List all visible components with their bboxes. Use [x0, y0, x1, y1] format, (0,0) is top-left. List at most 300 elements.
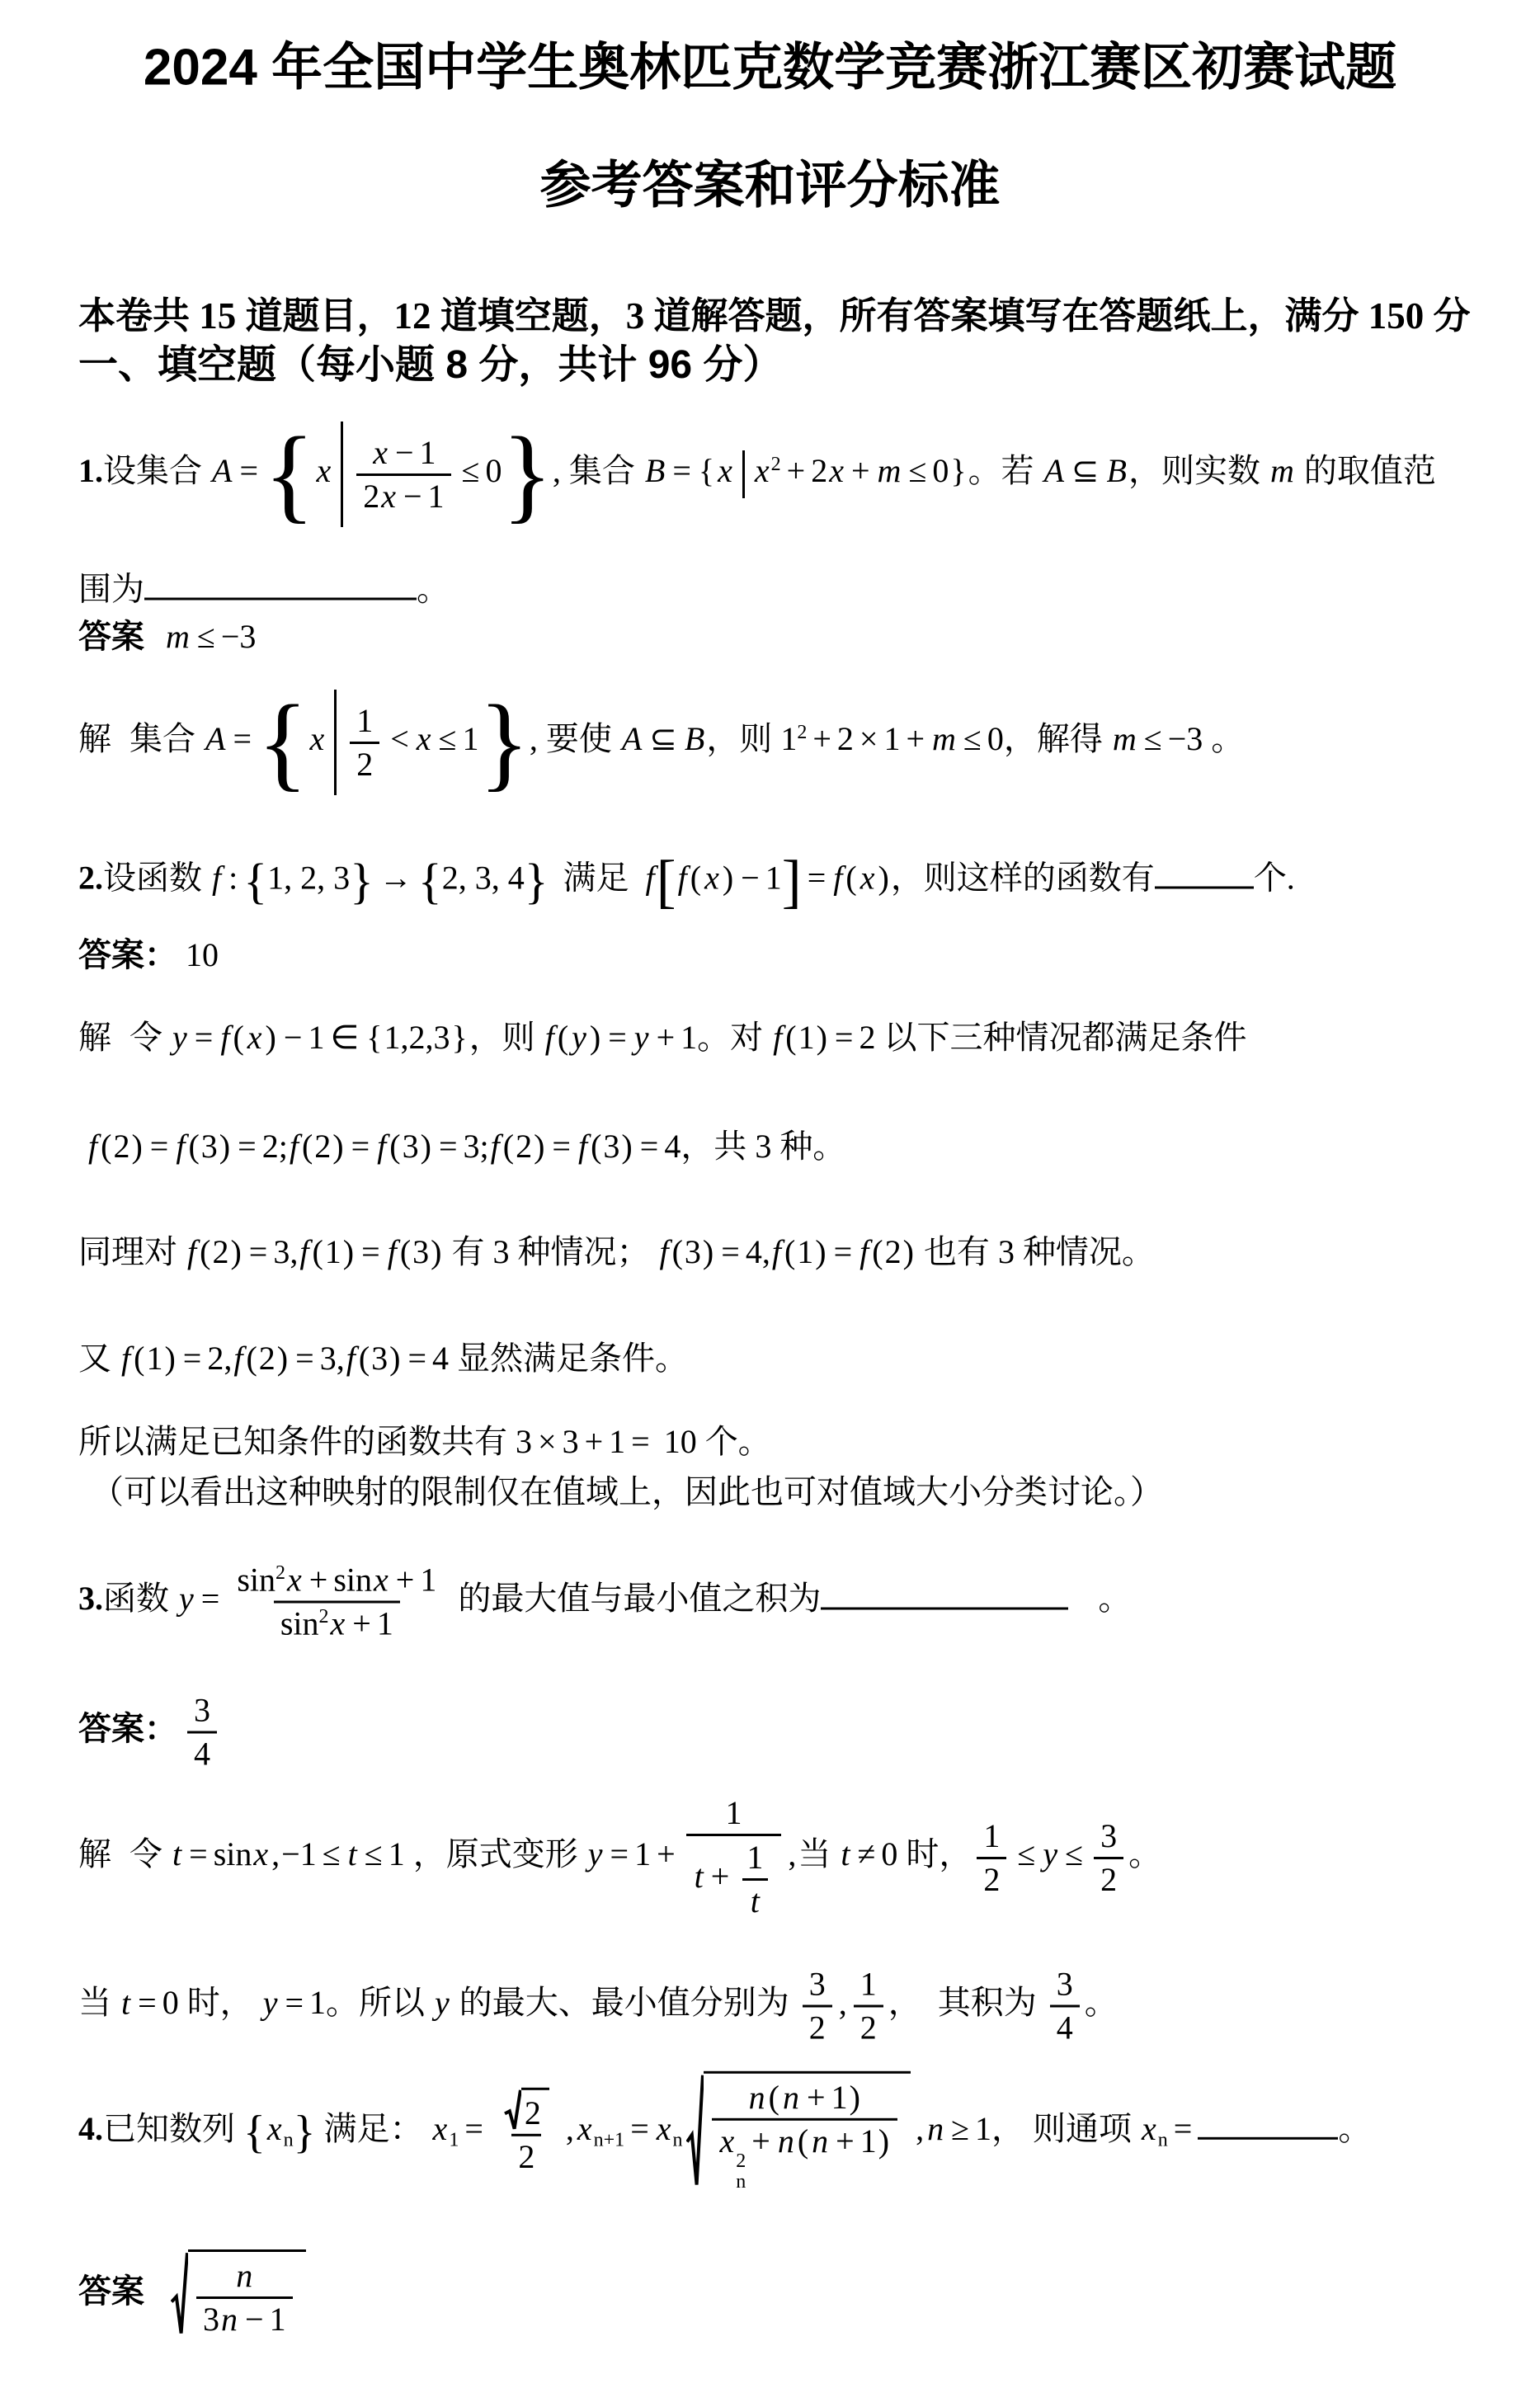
stretchy-bracket: [ — [656, 848, 676, 915]
fraction-denominator — [274, 1601, 400, 1645]
math-c-num: 1 — [308, 1019, 325, 1056]
math-c-var: f — [187, 1233, 197, 1270]
math-c-op: + — [807, 2078, 826, 2116]
math-c-op: = — [189, 1835, 208, 1873]
math-c-var: t — [121, 1984, 131, 2022]
math-c-pn: ( — [784, 1233, 796, 1270]
math-c-pn: ) — [589, 1019, 601, 1056]
math-c-op: − — [403, 477, 422, 515]
math-c-op: : — [228, 859, 238, 897]
math-c-txt: ，原式变形 — [404, 1835, 586, 1873]
math-c-txt: 令 — [130, 1835, 171, 1873]
math-c-var: m — [166, 618, 190, 655]
math-c-num: 2 — [811, 452, 828, 490]
math-c-var: y — [1043, 1835, 1058, 1873]
math-c-var: m — [932, 720, 956, 758]
math-c-no: 2. — [78, 859, 103, 897]
math-c-pn: ) — [902, 1233, 914, 1270]
stretchy-bracket: } — [502, 416, 553, 533]
math-c-pn: ( — [233, 1019, 244, 1056]
math-c-op: = — [285, 1984, 304, 2022]
fraction-denominator — [356, 473, 450, 517]
math-c-txt: ，则 — [706, 720, 781, 758]
superscript: 2 — [276, 1562, 286, 1585]
math-c-num: 3 — [755, 1128, 772, 1165]
math-c-txt: 种情况。 — [1014, 1233, 1155, 1270]
math-c-op: ≤ — [322, 1835, 341, 1873]
math-c-op: − — [741, 859, 760, 897]
math-c-num: 10 — [663, 1423, 697, 1460]
math-c-num: 1 — [376, 1604, 393, 1642]
math-c-op: ≤ — [461, 452, 480, 490]
math-c-var: t — [750, 1882, 760, 1919]
math-c-num: 3 — [203, 2301, 219, 2338]
math-c-pn: , — [565, 2110, 574, 2148]
fraction-denominator — [511, 2134, 541, 2178]
math-c-var: A — [621, 720, 643, 758]
stretchy-bracket: { — [257, 684, 308, 801]
math-c-pn: ( — [200, 1233, 211, 1270]
math-c-txt: 有 — [443, 1233, 493, 1270]
math-radical — [171, 2249, 306, 2340]
fraction-denominator — [686, 1834, 782, 1923]
math-c-num: 1 — [859, 1965, 877, 2003]
math-c-op: < — [390, 720, 409, 758]
math-c-pn: ) — [219, 1128, 231, 1165]
math-c-num: 2 — [314, 1128, 332, 1165]
math-c-pn: ( — [246, 1340, 257, 1377]
math-c-op: = — [834, 1019, 854, 1056]
math-c-op: ≠ — [857, 1835, 876, 1873]
fraction-denominator — [977, 1857, 1006, 1901]
superscript: 2 — [736, 2150, 746, 2172]
math-c-op: + — [812, 720, 831, 758]
math-c-op: ≤ — [908, 452, 927, 490]
set-builder-bar — [742, 450, 745, 498]
superscript: 2 — [797, 721, 808, 743]
math-c-txt: ，解得 — [1003, 720, 1111, 758]
fraction-denominator — [803, 2005, 832, 2049]
section-1-heading: 一、填空题（每小题 8 分，共计 96 分） — [78, 343, 783, 387]
math-c-var: y — [572, 1019, 586, 1056]
math-c-op: = — [239, 452, 258, 490]
math-c-num: 1 — [859, 2122, 877, 2160]
math-c-var: x — [1142, 2110, 1156, 2148]
math-c-no: 3. — [78, 1580, 103, 1618]
fraction-numerator — [494, 2087, 559, 2134]
math-c-var: x — [374, 1561, 389, 1599]
problem-1-solution — [78, 684, 1245, 801]
math-c-txt: 个。 — [696, 1423, 771, 1460]
math-c-num: 2 — [113, 1128, 130, 1165]
math-c-txt: 围为 — [78, 570, 144, 608]
math-c-num: 2; — [261, 1128, 288, 1165]
math-fraction — [356, 432, 450, 517]
math-c-num: 3 — [808, 1965, 826, 2003]
stretchy-bracket: } — [350, 854, 374, 909]
math-c-op: ≤ — [438, 720, 457, 758]
math-c-bld: 答案 — [78, 2273, 144, 2310]
math-c-txt: 函数 — [103, 1580, 177, 1618]
math-fraction — [230, 1560, 443, 1645]
math-c-pn: { — [698, 452, 715, 490]
math-c-var: f — [212, 859, 222, 897]
math-c-pn: ) — [230, 1233, 242, 1270]
problem-2-solution-line-6 — [91, 1472, 1163, 1513]
math-c-pn: ( — [188, 1128, 200, 1165]
math-c-var: n — [221, 2301, 238, 2338]
problem-4-answer — [78, 2249, 309, 2340]
math-c-var: f — [677, 859, 687, 897]
fraction-numerator — [718, 1792, 748, 1834]
problem-3-solution-line-2 — [78, 1964, 1118, 2049]
fill-in-blank — [1155, 854, 1254, 889]
math-c-txt: 令 — [130, 1019, 171, 1056]
math-c-pn: ) — [878, 859, 889, 897]
math-c-var: n — [927, 2110, 944, 2148]
math-fraction — [686, 1792, 782, 1923]
math-c-pn: ) — [878, 2122, 890, 2160]
math-c-txt: 解 — [78, 720, 111, 758]
math-c-op: = — [194, 1019, 214, 1056]
math-c-var: y — [587, 1835, 603, 1873]
math-c-var: x — [577, 2110, 592, 2148]
math-c-txt: （可以看出这种映射的限制仅在值域上，因此也可对值域大小分类讨论。） — [91, 1473, 1163, 1510]
stretchy-bracket: ] — [781, 848, 802, 915]
math-c-txt: 种情况； — [509, 1233, 658, 1270]
math-c-txt: 。若 — [968, 452, 1043, 490]
math-c-num: 2 — [1100, 1860, 1118, 1898]
math-fraction — [1094, 1816, 1123, 1901]
superscript: 2 — [318, 1606, 329, 1628]
math-c-op: = — [631, 1423, 650, 1460]
math-c-var: x — [373, 433, 388, 471]
math-c-var: f — [346, 1340, 356, 1377]
math-c-pn: ) — [722, 859, 734, 897]
math-c-num: 1 — [309, 1984, 327, 2022]
math-c-bld: 答案： — [78, 1711, 177, 1748]
math-c-num: 2 — [836, 720, 854, 758]
math-c-num: 1,2,3 — [384, 1019, 450, 1056]
math-c-pn: ( — [768, 2078, 779, 2116]
problem-3-statement — [78, 1560, 1131, 1645]
math-c-txt: 集合 — [130, 720, 204, 758]
math-c-op: = — [200, 1580, 220, 1618]
math-c-pn: { — [366, 1019, 383, 1056]
problem-1-statement-cont — [78, 565, 450, 610]
radical-body — [704, 2071, 911, 2193]
math-c-num: 2 — [516, 1128, 533, 1165]
fraction-denominator — [187, 1731, 217, 1775]
math-c-num: 2 — [363, 477, 380, 515]
math-c-op: + — [656, 1019, 676, 1056]
fraction-numerator — [1050, 1964, 1080, 2005]
math-c-pn: ) — [849, 2078, 860, 2116]
fraction-numerator — [1094, 1816, 1123, 1857]
subscript: n — [283, 2129, 294, 2151]
math-c-num: 1 — [725, 1794, 742, 1831]
math-c-op: + — [850, 452, 870, 490]
math-c-var: f — [859, 1233, 869, 1270]
math-c-num: 0 — [987, 720, 1004, 758]
radical-body — [188, 2249, 306, 2340]
math-c-num: 2 — [808, 2009, 826, 2047]
math-c-txt: ， 其积为 — [888, 1984, 1045, 2022]
math-c-var: f — [299, 1233, 309, 1270]
math-c-num: 1 — [780, 720, 798, 758]
math-c-var: x — [829, 452, 844, 490]
math-c-txt: 解 — [78, 1019, 111, 1056]
math-c-pn: ( — [101, 1128, 112, 1165]
fill-in-blank — [144, 565, 417, 601]
problem-2-solution-line-4 — [78, 1338, 688, 1379]
math-c-var: y — [633, 1019, 649, 1056]
math-c-op: + — [751, 2122, 770, 2160]
math-fraction — [196, 2255, 293, 2340]
math-c-num: 3, — [273, 1233, 299, 1270]
math-c-num: 1, 2, 3 — [267, 859, 351, 897]
math-subsup — [736, 2151, 746, 2193]
stretchy-bracket: } — [293, 2107, 316, 2158]
math-c-var: x — [309, 720, 325, 758]
superscript: 2 — [770, 453, 781, 475]
math-fraction — [712, 2077, 898, 2193]
math-c-num: 1 — [975, 2110, 992, 2148]
math-c-num: 10 — [186, 936, 219, 973]
math-c-pn: , — [838, 1984, 847, 2022]
math-c-num: 1 — [746, 1839, 764, 1876]
math-c-num: 2 — [258, 1340, 276, 1377]
math-c-var: x — [247, 1019, 262, 1056]
math-c-pn: ( — [872, 1233, 883, 1270]
fraction-numerator — [977, 1816, 1006, 1857]
math-c-num: 3 — [997, 1233, 1015, 1270]
math-fraction — [1050, 1964, 1080, 2049]
math-c-txt: ， 则通项 — [991, 2110, 1141, 2148]
math-c-var: x — [718, 452, 732, 490]
math-c-var: t — [694, 1857, 704, 1895]
math-c-op: = — [1173, 2110, 1193, 2148]
math-c-num: 4 — [194, 1735, 210, 1773]
math-c-op: − — [394, 433, 414, 471]
math-c-var: t — [347, 1835, 357, 1873]
math-c-num: 0 — [932, 452, 949, 490]
math-c-op: = — [552, 1128, 571, 1165]
math-c-op: + — [352, 1604, 371, 1642]
math-c-num: 3 — [492, 1233, 510, 1270]
math-c-var: x — [330, 1604, 346, 1642]
math-c-pn: ( — [301, 1128, 313, 1165]
math-c-pn: } — [451, 1019, 468, 1056]
math-fraction — [494, 2087, 559, 2178]
math-c-pn: ) — [276, 1340, 289, 1377]
math-c-var: x — [656, 2110, 671, 2148]
math-c-num: −3 — [1167, 720, 1203, 758]
math-c-var: B — [1106, 452, 1127, 490]
fraction-numerator — [740, 1837, 770, 1878]
math-c-var: f — [577, 1128, 588, 1165]
math-fraction — [187, 1690, 217, 1775]
math-c-num: 1 — [324, 1233, 341, 1270]
math-c-pn: ( — [845, 859, 857, 897]
math-c-txt: 。 — [1128, 1835, 1162, 1873]
stretchy-bracket: { — [243, 854, 268, 909]
subscript: n+1 — [593, 2129, 625, 2151]
subscript: n — [736, 2171, 746, 2193]
math-c-txt: 显然满足条件。 — [449, 1340, 689, 1377]
math-c-var: x — [704, 859, 719, 897]
math-c-num: 2, — [207, 1340, 233, 1377]
math-c-op: = — [721, 1233, 740, 1270]
math-c-num: 4 — [1056, 2009, 1073, 2047]
math-c-txt: 当 — [798, 1835, 840, 1873]
math-c-num: 1 — [797, 1233, 814, 1270]
math-c-pn: ( — [797, 2122, 809, 2160]
problem-2-solution-line-2 — [87, 1126, 845, 1167]
math-c-var: x — [719, 2122, 735, 2160]
set-builder-bar — [334, 690, 337, 795]
math-c-pn: ) — [332, 1128, 344, 1165]
math-c-var: f — [544, 1019, 554, 1056]
math-c-var: x — [266, 2110, 282, 2148]
math-c-pn: ( — [358, 1340, 370, 1377]
math-c-var: t — [172, 1835, 182, 1873]
math-c-num: 3 — [371, 1340, 389, 1377]
math-c-op: + — [836, 2122, 855, 2160]
math-c-num: 3 — [684, 1233, 701, 1270]
math-c-pn: ) — [621, 1128, 633, 1165]
math-c-txt: 满足： — [315, 2110, 431, 2148]
math-c-var: A — [212, 452, 233, 490]
math-c-num: 2 — [212, 1233, 229, 1270]
math-c-txt: 解 — [78, 1835, 111, 1873]
math-c-num: 1 — [609, 1423, 626, 1460]
fraction-numerator — [230, 1560, 443, 1601]
problem-1-answer — [78, 616, 256, 657]
math-c-op: ≤ — [1065, 1835, 1084, 1873]
math-c-var: m — [877, 452, 902, 490]
stretchy-bracket: } — [478, 684, 530, 801]
math-c-bld: 答案 — [78, 619, 144, 655]
math-c-pn: } — [950, 452, 967, 490]
math-c-op: = — [138, 1984, 157, 2022]
math-c-num: 2 — [859, 1019, 876, 1056]
math-c-op: − — [283, 1019, 303, 1056]
math-c-txt: 设函数 — [103, 859, 210, 897]
math-c-num: 3 — [1100, 1816, 1118, 1854]
math-c-op: + — [786, 452, 806, 490]
math-c-var: f — [771, 1233, 781, 1270]
math-c-op: ≥ — [951, 2110, 970, 2148]
math-c-num: 2 — [518, 2138, 535, 2176]
fraction-numerator — [365, 432, 442, 473]
math-c-var: x — [381, 477, 396, 515]
math-fraction — [803, 1964, 832, 2049]
math-c-var: t — [841, 1835, 850, 1873]
stretchy-bracket: { — [243, 2107, 266, 2158]
math-c-var: x — [287, 1561, 302, 1599]
subscript: 1 — [449, 2129, 459, 2151]
math-c-txt: 时， — [178, 1984, 261, 2022]
math-c-txt: 已知数列 — [103, 2110, 243, 2148]
math-c-op: = — [238, 1128, 257, 1165]
math-c-pn: ) — [816, 1019, 827, 1056]
math-c-op: = — [149, 1128, 169, 1165]
math-c-num: 1 — [388, 1835, 405, 1873]
fraction-numerator — [854, 1964, 883, 2005]
math-c-pn: ) — [815, 1233, 827, 1270]
math-c-num: 2, 3, 4 — [441, 859, 525, 897]
math-c-fn: sin — [213, 1835, 252, 1873]
math-c-var: x — [253, 1835, 269, 1873]
math-c-var: x — [432, 2110, 448, 2148]
math-c-txt: 种。 — [771, 1128, 846, 1165]
math-c-var: x — [316, 452, 332, 490]
math-fraction — [854, 1964, 883, 2049]
math-c-pn: ( — [591, 1128, 602, 1165]
math-c-pn: ) — [164, 1340, 176, 1377]
math-c-txt: 满足 — [563, 859, 629, 897]
math-c-num: 1 — [146, 1340, 163, 1377]
math-c-op: × — [859, 720, 878, 758]
math-c-var: B — [644, 452, 666, 490]
math-radical — [504, 2088, 549, 2133]
math-c-pn: ( — [312, 1233, 323, 1270]
math-c-var: x — [416, 720, 431, 758]
math-c-num: 1 — [765, 859, 782, 897]
fraction-denominator — [712, 2118, 898, 2193]
math-c-txt: 所以满足已知条件的函数共有 — [78, 1423, 516, 1460]
math-c-txt: , 要使 — [529, 720, 620, 758]
math-c-pn: ( — [785, 1019, 797, 1056]
math-c-num: 3 — [194, 1691, 210, 1729]
math-c-num: −1 — [281, 1835, 317, 1873]
math-c-pn: ) — [534, 1128, 545, 1165]
document-title: 2024 年全国中学生奥林匹克数学竞赛浙江赛区初赛试题 — [143, 39, 1397, 97]
math-c-op: × — [538, 1423, 557, 1460]
math-c-txt: ，则实数 — [1128, 452, 1269, 490]
document-subtitle: 参考答案和评分标准 — [539, 157, 1001, 214]
math-c-op: ⊆ — [649, 720, 677, 758]
math-c-no: 4. — [78, 2110, 103, 2148]
problem-2-solution-line-1 — [78, 1017, 1246, 1058]
math-c-fn: sin — [280, 1604, 319, 1642]
math-c-fn: sin — [237, 1561, 276, 1599]
math-c-op: = — [807, 859, 827, 897]
math-c-var: f — [645, 859, 655, 897]
math-c-var: f — [659, 1233, 669, 1270]
math-c-no: 1. — [78, 452, 103, 490]
math-c-var: f — [833, 859, 843, 897]
math-c-num: 3 — [603, 1128, 620, 1165]
math-c-op: ≤ — [196, 618, 215, 655]
stretchy-bracket: } — [524, 854, 549, 909]
math-c-txt: ，共 — [681, 1128, 756, 1165]
math-c-txt: 个. — [1253, 859, 1295, 897]
math-c-txt: 时， — [897, 1835, 973, 1873]
math-c-op: = — [639, 1128, 659, 1165]
math-c-var: A — [1043, 452, 1065, 490]
radical-sign-icon — [686, 2073, 704, 2192]
fraction-denominator — [350, 742, 379, 785]
math-c-op: = — [438, 1128, 458, 1165]
math-c-pn: ( — [389, 1128, 401, 1165]
math-c-num: 0 — [881, 1835, 898, 1873]
math-c-num: 1 — [681, 1019, 698, 1056]
fraction-numerator — [741, 2077, 869, 2118]
math-c-txt: 。对 — [697, 1019, 772, 1056]
math-c-var: f — [233, 1340, 243, 1377]
